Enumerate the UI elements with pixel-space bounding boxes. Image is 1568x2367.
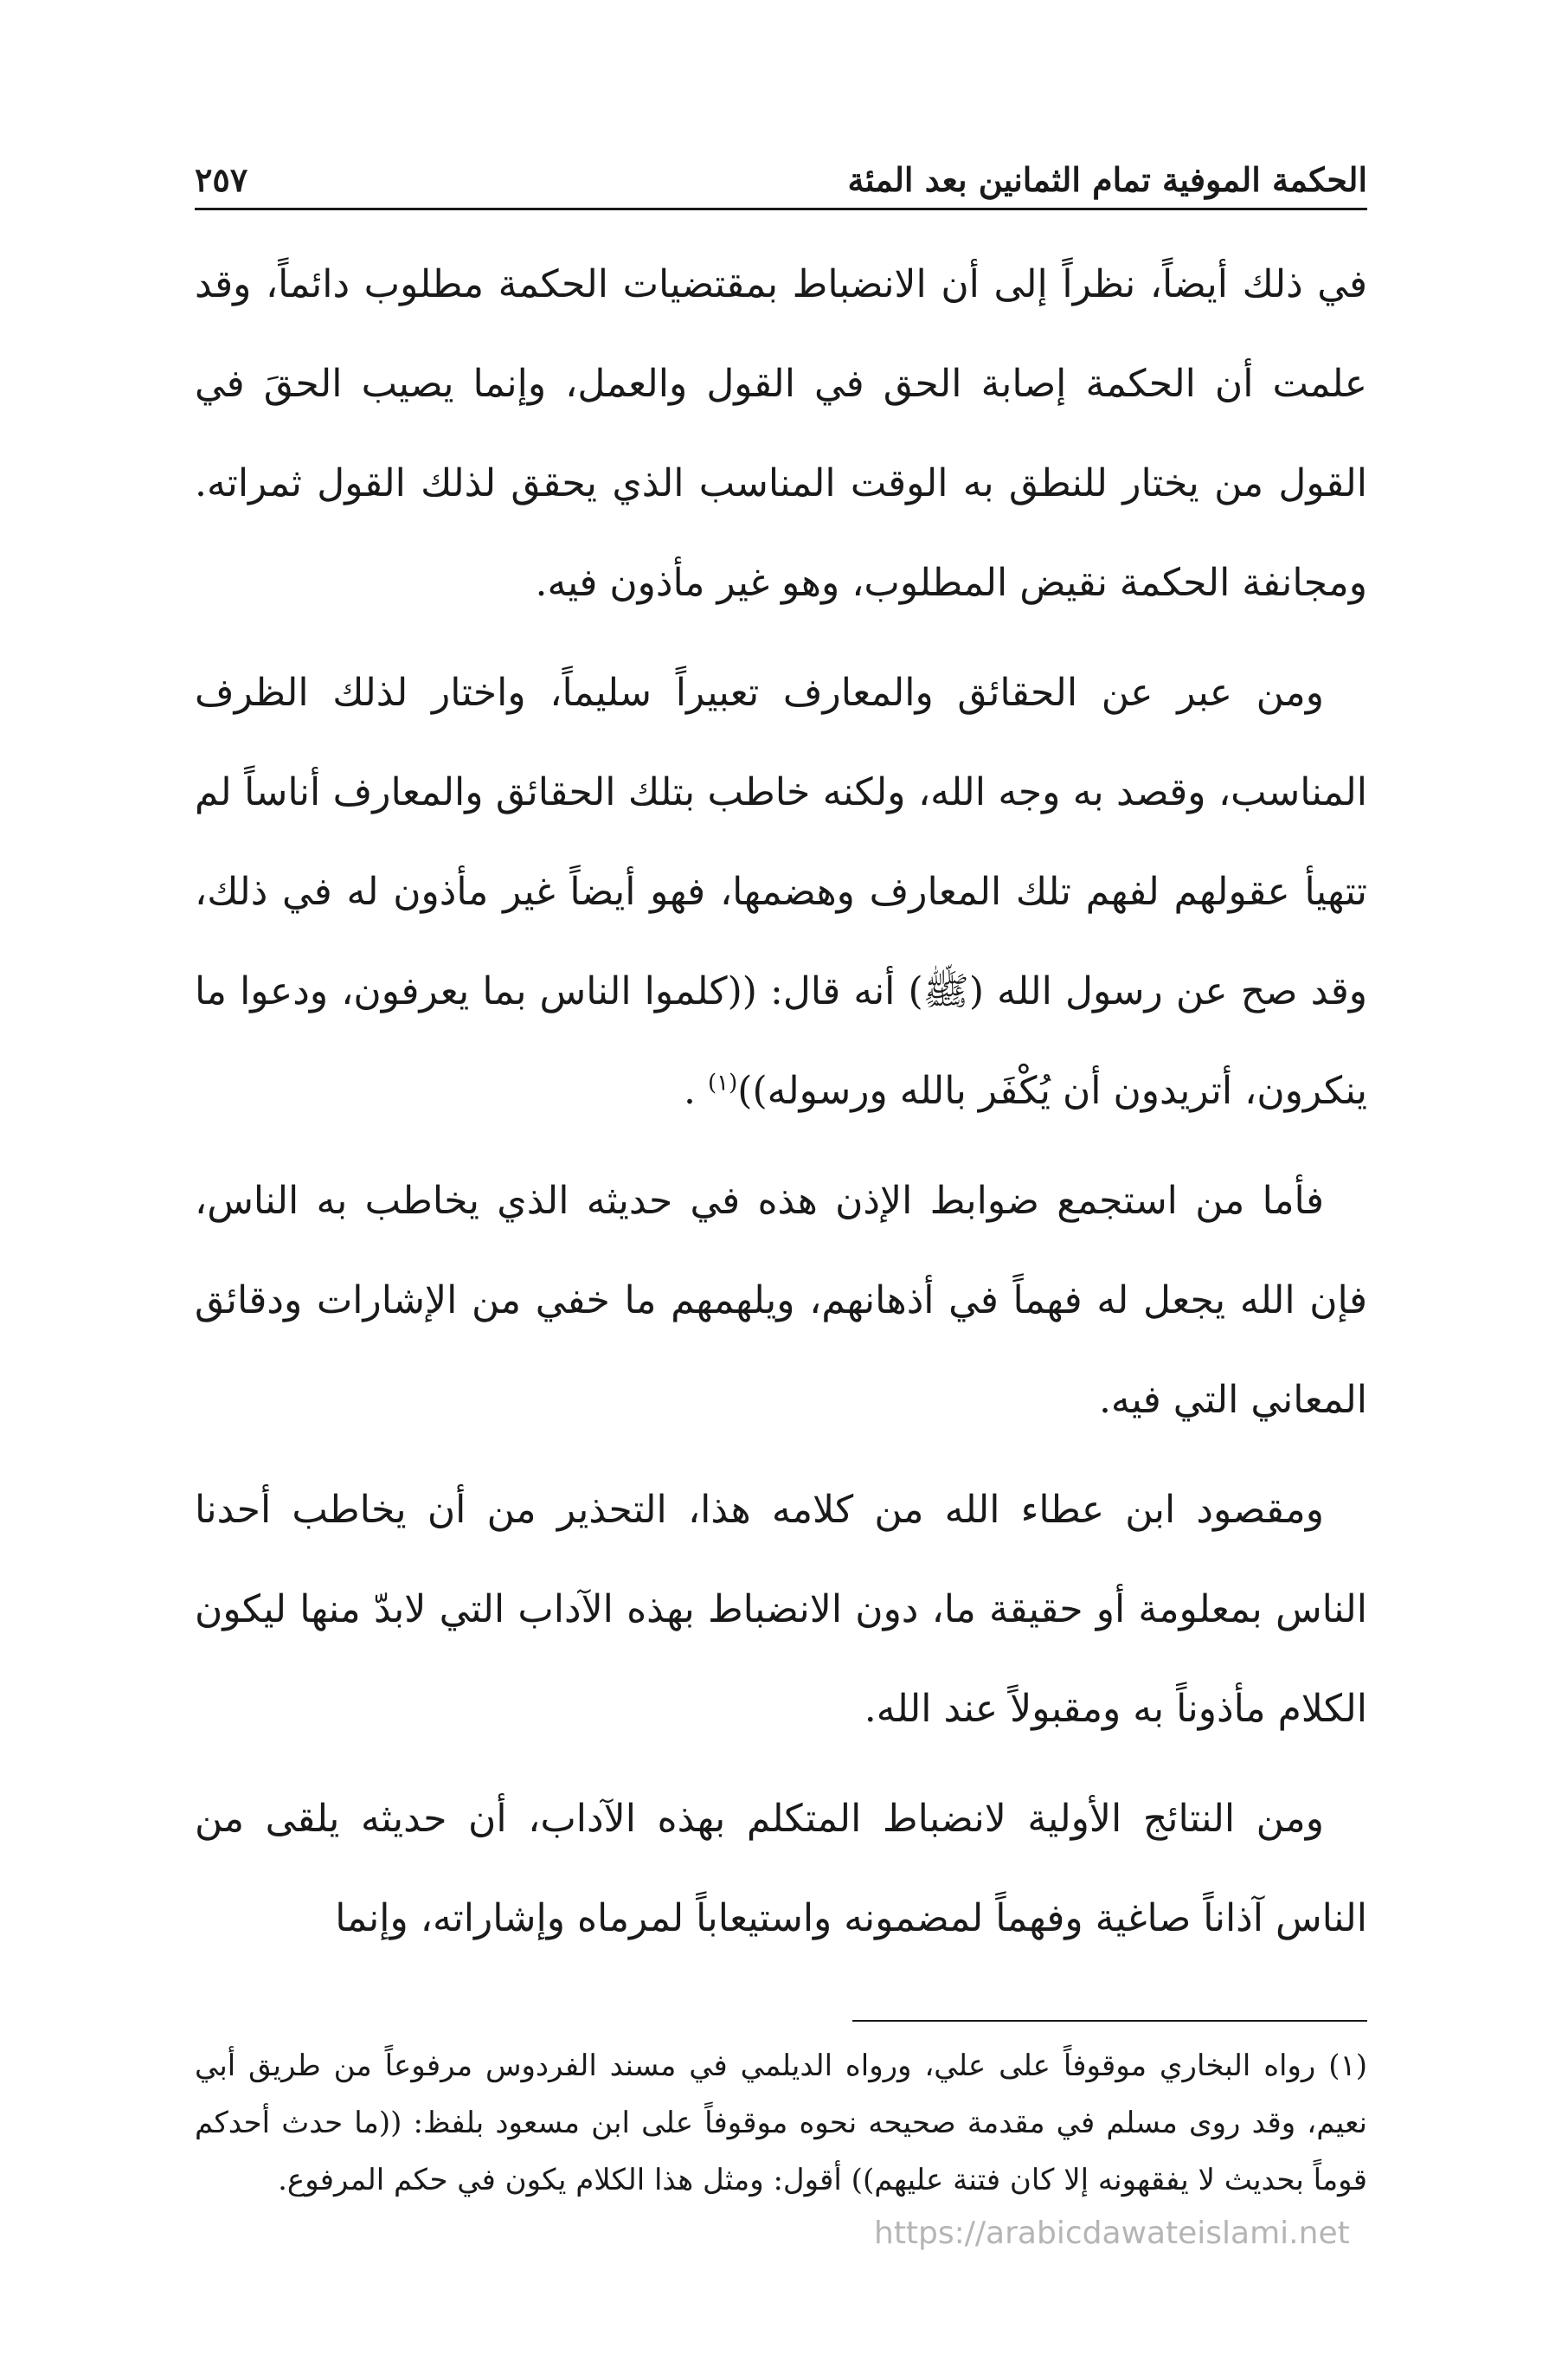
running-header (195, 138, 1367, 210)
watermark-url: https://arabicdawateislami.net (874, 2216, 1350, 2251)
footnote-separator (852, 2020, 1367, 2022)
page-number: ٢٥٧ (195, 160, 248, 199)
book-page (195, 138, 1367, 2250)
paragraph-text: ومن عبر عن الحقائق والمعارف تعبيراً سليماً، واختار لذلك الظرف المناسب، وقصد به وجه الله، ولكنه خاطب بتلك الحقائق والمعارف أناساً لم تتهيأ عقولهم لفهم تلك المعارف وهضمها، فهو أيضاً غير مأذون له في ذلك، وقد صح عن رسول الله (ﷺ) أنه قال: ((كلموا الناس بما يعرفون، ودعوا ما ينكرون، أتريدون أن يُكْفَر بالله ورسوله)) (195, 671, 1367, 1113)
paragraph: ومقصود ابن عطاء الله من كلامه هذا، التحذير من أن يخاطب أحدنا الناس بمعلومة أو حقيقة ما، دون الانضباط بهذه الآداب التي لابدّ منها ليكون الكلام مأذوناً به ومقبولاً عند الله. (195, 1488, 1367, 1731)
footnotes (195, 2037, 1367, 2209)
paragraph (195, 643, 1367, 1141)
header-title: الحكمة الموفية تمام الثمانين بعد المئة (847, 160, 1367, 199)
paragraph-end: . (684, 1069, 709, 1113)
paragraph: ومن النتائج الأولية لانضباط المتكلم بهذه الآداب، أن حديثه يلقى من الناس آذاناً صاغية وفهماً لمضمونه واستيعاباً لمرماه وإشاراته، وإنما (195, 1797, 1367, 1940)
paragraph: في ذلك أيضاً، نظراً إلى أن الانضباط بمقتضيات الحكمة مطلوب دائماً، وقد علمت أن الحكمة إصابة الحق في القول والعمل، وإنما يصيب الحقَ في القول من يختار للنطق به الوقت المناسب الذي يحقق لذلك القول ثمراته. ومجانفة الحكمة نقيض المطلوب، وهو غير مأذون فيه. (195, 262, 1367, 605)
footnote-reference[interactable]: (١) (708, 1070, 738, 1097)
body-text (195, 235, 1367, 1968)
paragraph: فأما من استجمع ضوابط الإذن هذه في حديثه الذي يخاطب به الناس، فإن الله يجعل له فهماً في أذهانهم، ويلهمهم ما خفي من الإشارات ودقائق المعاني التي فيه. (195, 1179, 1367, 1422)
footnote: (١) رواه البخاري موقوفاً على علي، ورواه الديلمي في مسند الفردوس مرفوعاً من طريق أبي نعيم، وقد روى مسلم في مقدمة صحيحه نحوه موقوفاً على ابن مسعود بلفظ: ((ما حدث أحدكم قوماً بحديث لا يفقهونه إلا كان فتنة عليهم)) أقول: ومثل هذا الكلام يكون في حكم المرفوع. (195, 2049, 1367, 2197)
